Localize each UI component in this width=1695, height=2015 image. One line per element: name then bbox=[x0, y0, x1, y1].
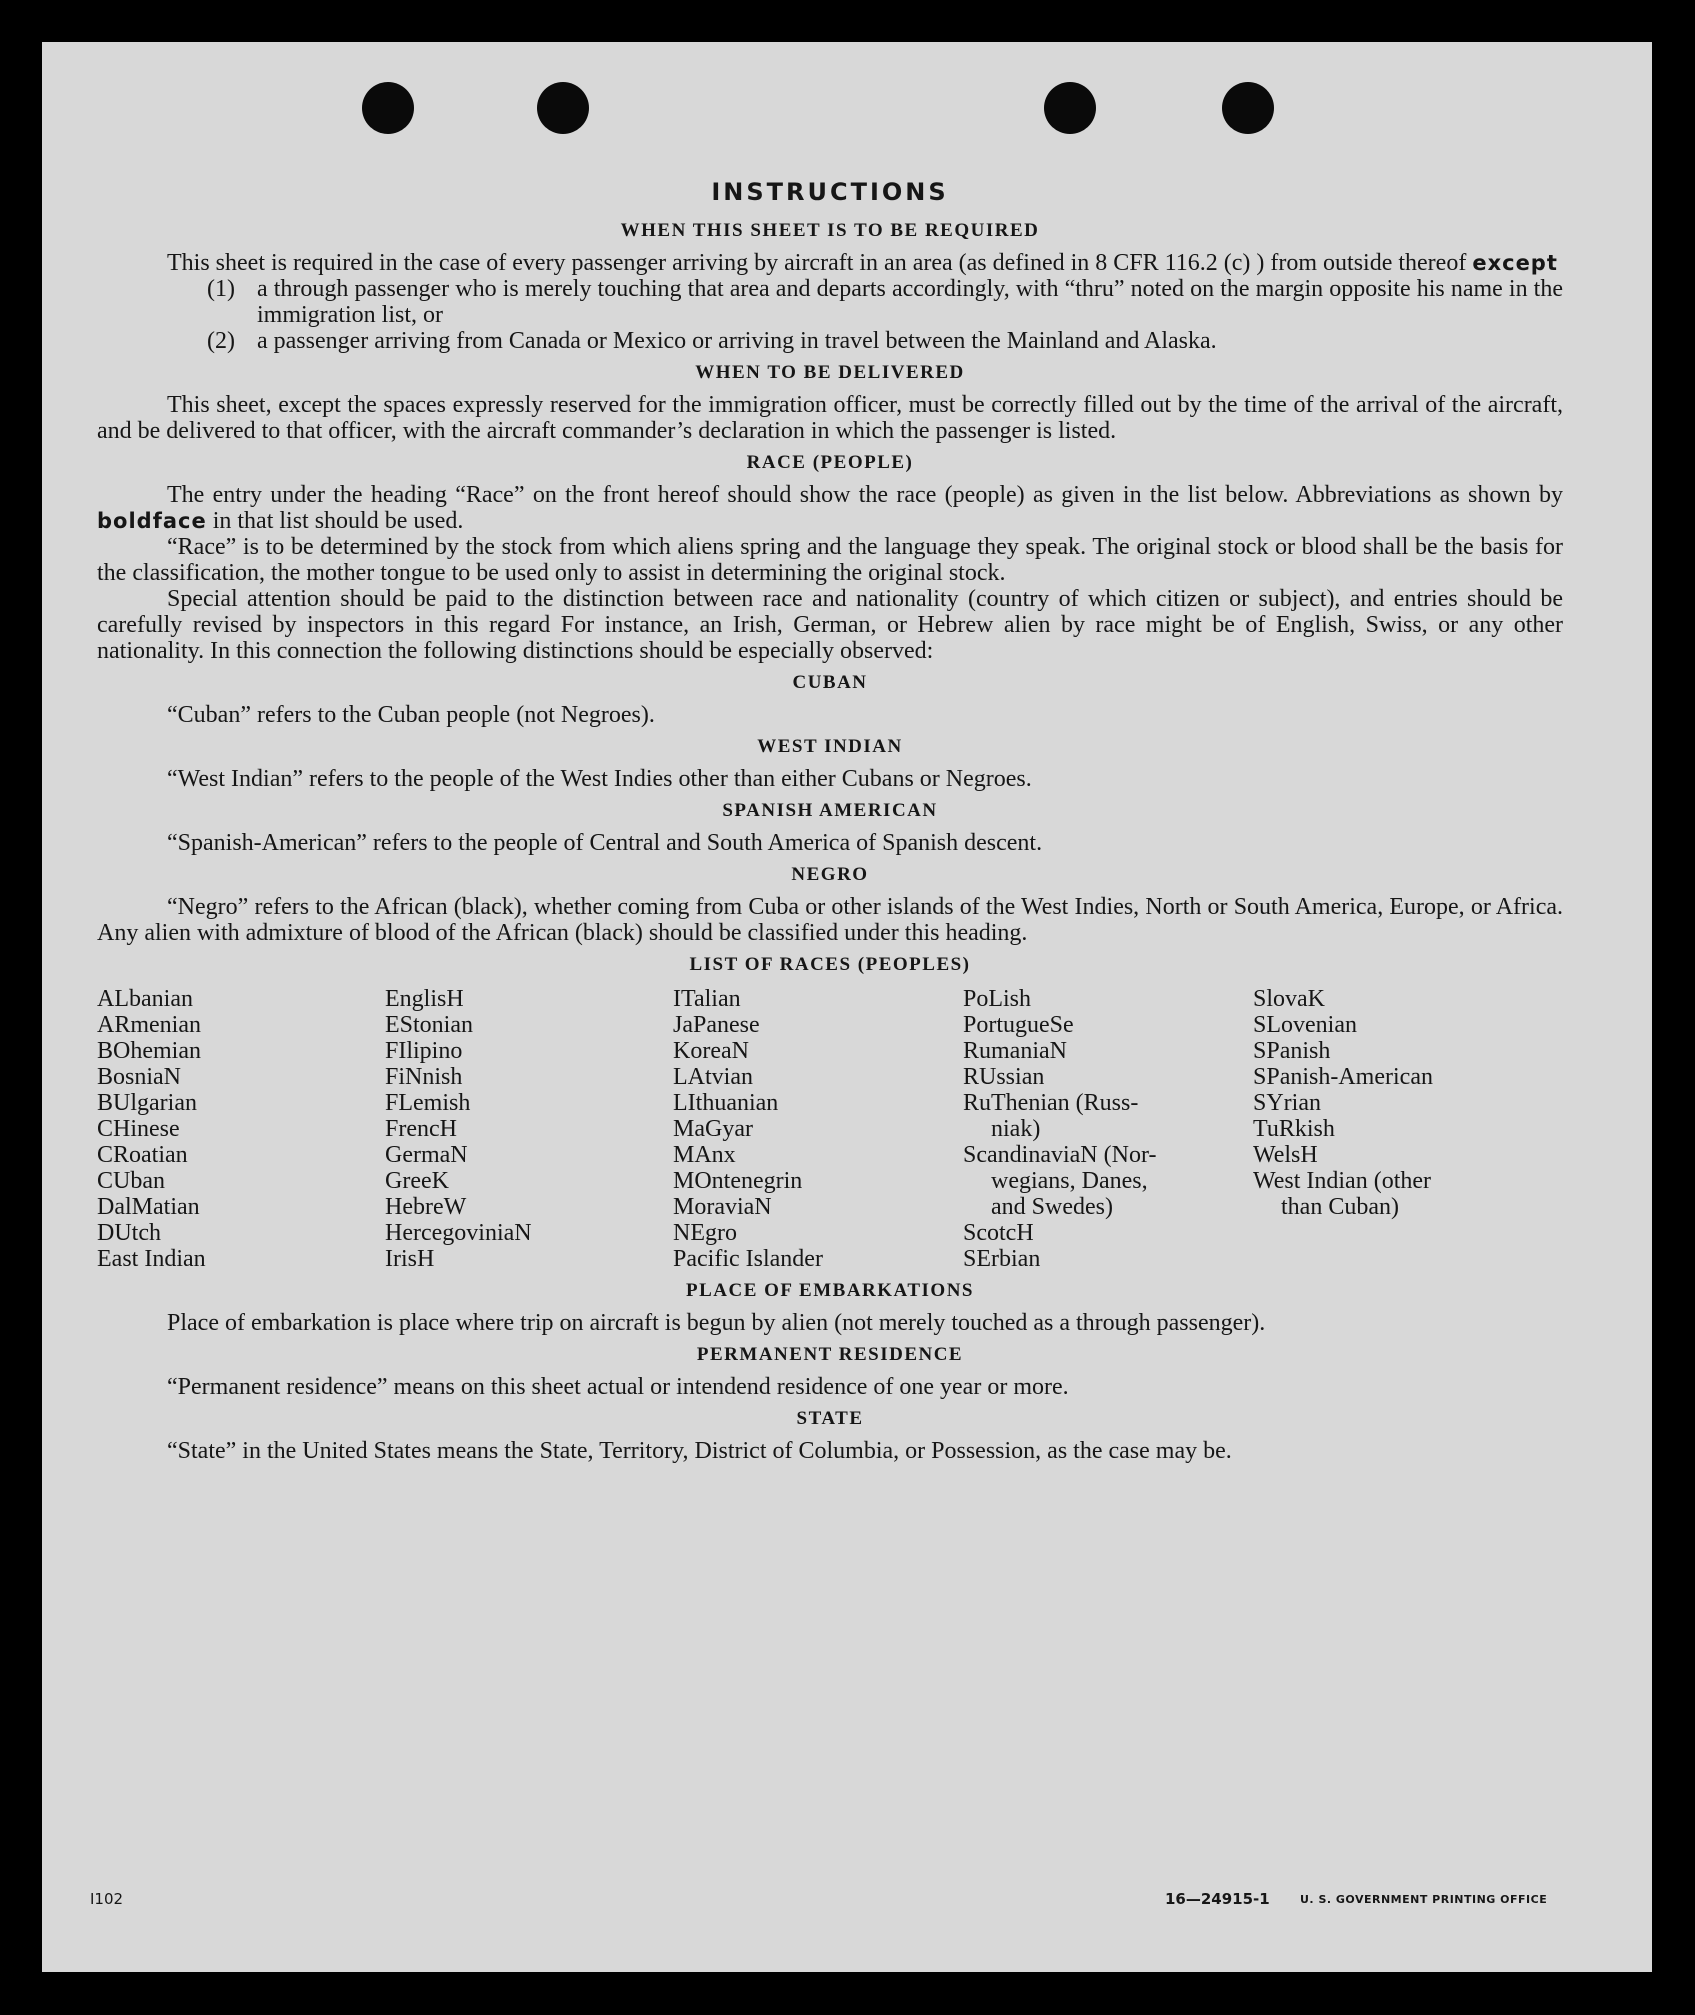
list-item: GreeK bbox=[385, 1168, 449, 1194]
list-item: ARmenian bbox=[97, 1012, 201, 1038]
list-item: LIthuanian bbox=[673, 1090, 779, 1116]
races-column-3 bbox=[673, 986, 963, 1272]
list-item: HebreW bbox=[385, 1194, 467, 1220]
delivered-text: This sheet, except the spaces expressly reserved for the immigration officer, must be correctly filled out by the time of the arrival of the aircraft, and be delivered to that officer, with the aircraft commander’s declaration in which the passenger is listed. bbox=[97, 392, 1563, 444]
heading-delivered: WHEN TO BE DELIVERED bbox=[695, 362, 965, 383]
list-item: ScandinaviaN (Nor- bbox=[963, 1142, 1157, 1168]
list-item-continued: wegians, Danes, bbox=[991, 1168, 1148, 1194]
list-item: SYrian bbox=[1253, 1090, 1321, 1116]
list-item: NEgro bbox=[673, 1220, 737, 1246]
list-item: SLovenian bbox=[1253, 1012, 1357, 1038]
list-item: RuThenian (Russ- bbox=[963, 1090, 1139, 1116]
spanish-american-text: “Spanish-American” refers to the people of Central and South America of Spanish descent. bbox=[167, 830, 1043, 856]
document-sheet bbox=[42, 42, 1652, 1972]
list-item: JaPanese bbox=[673, 1012, 760, 1038]
races-column-1 bbox=[97, 986, 385, 1272]
race-paragraph-2: “Race” is to be determined by the stock from which aliens spring and the language they speak. The original stock or blood shall be the basis for the classification, the mother tongue to be used only to assist in determining the original stock. bbox=[97, 534, 1563, 586]
list-item: CUban bbox=[97, 1168, 165, 1194]
negro-text: “Negro” refers to the African (black), whether coming from Cuba or other islands of the West Indies, North or South America, Europe, or Africa. Any alien with admixture of blood of the African (black) should be classified under this heading. bbox=[97, 894, 1563, 946]
list-item: East Indian bbox=[97, 1246, 206, 1272]
list-item: FrencH bbox=[385, 1116, 457, 1142]
list-item: EnglisH bbox=[385, 986, 464, 1012]
heading-negro: NEGRO bbox=[791, 864, 869, 885]
punch-hole bbox=[1222, 82, 1274, 134]
heading-cuban: CUBAN bbox=[792, 672, 868, 693]
list-item: MaGyar bbox=[673, 1116, 753, 1142]
list-item: RumaniaN bbox=[963, 1038, 1067, 1064]
punch-hole bbox=[362, 82, 414, 134]
list-item: MOntenegrin bbox=[673, 1168, 803, 1194]
print-code: 16—24915-1 bbox=[1165, 1890, 1270, 1908]
instructions-body bbox=[97, 178, 1563, 1464]
list-item: HercegoviniaN bbox=[385, 1220, 532, 1246]
races-column-4 bbox=[963, 986, 1253, 1272]
except-emphasis: except bbox=[1472, 251, 1558, 275]
required-intro: This sheet is required in the case of every passenger arriving by aircraft in an area (as defined in 8 CFR 116.2 (c) ) from outside thereof except bbox=[167, 250, 1558, 276]
list-item: ALbanian bbox=[97, 986, 193, 1012]
list-item: GermaN bbox=[385, 1142, 468, 1168]
list-item: RUssian bbox=[963, 1064, 1045, 1090]
list-item: SErbian bbox=[963, 1246, 1041, 1272]
embarkation-text: Place of embarkation is place where trip on aircraft is begun by alien (not merely touched as a through passenger). bbox=[167, 1310, 1266, 1336]
list-item: (2) a passenger arriving from Canada or Mexico or arriving in travel between the Mainland and Alaska. bbox=[207, 328, 1217, 354]
list-item: BosniaN bbox=[97, 1064, 181, 1090]
list-item: Pacific Islander bbox=[673, 1246, 823, 1272]
state-text: “State” in the United States means the State, Territory, District of Columbia, or Possession, as the case may be. bbox=[167, 1438, 1232, 1464]
list-item: LAtvian bbox=[673, 1064, 753, 1090]
punch-hole bbox=[537, 82, 589, 134]
races-column-2 bbox=[385, 986, 673, 1272]
heading-permanent-residence: PERMANENT RESIDENCE bbox=[696, 1344, 964, 1365]
list-item: DUtch bbox=[97, 1220, 161, 1246]
list-item: WelsH bbox=[1253, 1142, 1318, 1168]
west-indian-text: “West Indian” refers to the people of the West Indies other than either Cubans or Negroes. bbox=[167, 766, 1032, 792]
printer-imprint: U. S. GOVERNMENT PRINTING OFFICE bbox=[1300, 1893, 1548, 1906]
list-item: IrisH bbox=[385, 1246, 435, 1272]
list-item: ScotcH bbox=[963, 1220, 1034, 1246]
heading-spanish-american: SPANISH AMERICAN bbox=[722, 800, 938, 821]
list-item: ITalian bbox=[673, 986, 741, 1012]
list-item-continued: than Cuban) bbox=[1281, 1194, 1399, 1220]
race-paragraph-3: Special attention should be paid to the distinction between race and nationality (country of which citizen or subject), and entries should be carefully revised by inspectors in this regard For instance, an Irish, German, or Hebrew alien by race might be of English, Swiss, or any other nationality. In this connection the following distinctions should be especially observed: bbox=[97, 586, 1563, 664]
list-item: DalMatian bbox=[97, 1194, 200, 1220]
list-item: PoLish bbox=[963, 986, 1032, 1012]
list-item: SPanish bbox=[1253, 1038, 1331, 1064]
race-paragraph-1: The entry under the heading “Race” on the front hereof should show the race (people) as given in the list below. Abbreviations as shown by boldface in that list should be used. bbox=[97, 482, 1563, 534]
list-item: SPanish-American bbox=[1253, 1064, 1433, 1090]
races-column-5 bbox=[1253, 986, 1553, 1272]
list-item: FIlipino bbox=[385, 1038, 463, 1064]
list-item: FiNnish bbox=[385, 1064, 463, 1090]
list-item-continued: and Swedes) bbox=[991, 1194, 1113, 1220]
boldface-emphasis: boldface bbox=[97, 509, 207, 533]
punch-hole bbox=[1044, 82, 1096, 134]
heading-required: WHEN THIS SHEET IS TO BE REQUIRED bbox=[620, 220, 1040, 241]
list-item: SlovaK bbox=[1253, 986, 1325, 1012]
form-number: I102 bbox=[90, 1890, 124, 1908]
list-item: (1) a through passenger who is merely touching that area and departs accordingly, with “thru” noted on the margin opposite his name in the immigration list, or bbox=[207, 276, 1563, 328]
list-item: PortugueSe bbox=[963, 1012, 1074, 1038]
list-item: FLemish bbox=[385, 1090, 471, 1116]
page-title: INSTRUCTIONS bbox=[711, 178, 949, 206]
heading-state: STATE bbox=[796, 1408, 864, 1429]
heading-west-indian: WEST INDIAN bbox=[757, 736, 903, 757]
list-item: EStonian bbox=[385, 1012, 473, 1038]
list-item: KoreaN bbox=[673, 1038, 749, 1064]
exception-list bbox=[207, 276, 1563, 354]
list-item: West Indian (other bbox=[1253, 1168, 1432, 1194]
list-item: CRoatian bbox=[97, 1142, 188, 1168]
heading-embarkation: PLACE OF EMBARKATIONS bbox=[685, 1280, 975, 1301]
list-item: BOhemian bbox=[97, 1038, 201, 1064]
list-item-continued: niak) bbox=[991, 1116, 1041, 1142]
heading-race: RACE (PEOPLE) bbox=[746, 452, 914, 473]
races-list bbox=[97, 986, 1563, 1272]
list-item: CHinese bbox=[97, 1116, 180, 1142]
list-item: MAnx bbox=[673, 1142, 736, 1168]
heading-list-of-races: LIST OF RACES (PEOPLES) bbox=[689, 954, 971, 975]
cuban-text: “Cuban” refers to the Cuban people (not Negroes). bbox=[167, 702, 655, 728]
list-item: BUlgarian bbox=[97, 1090, 197, 1116]
list-item: TuRkish bbox=[1253, 1116, 1335, 1142]
residence-text: “Permanent residence” means on this sheet actual or intendend residence of one year or more. bbox=[167, 1374, 1069, 1400]
list-item: MoraviaN bbox=[673, 1194, 772, 1220]
